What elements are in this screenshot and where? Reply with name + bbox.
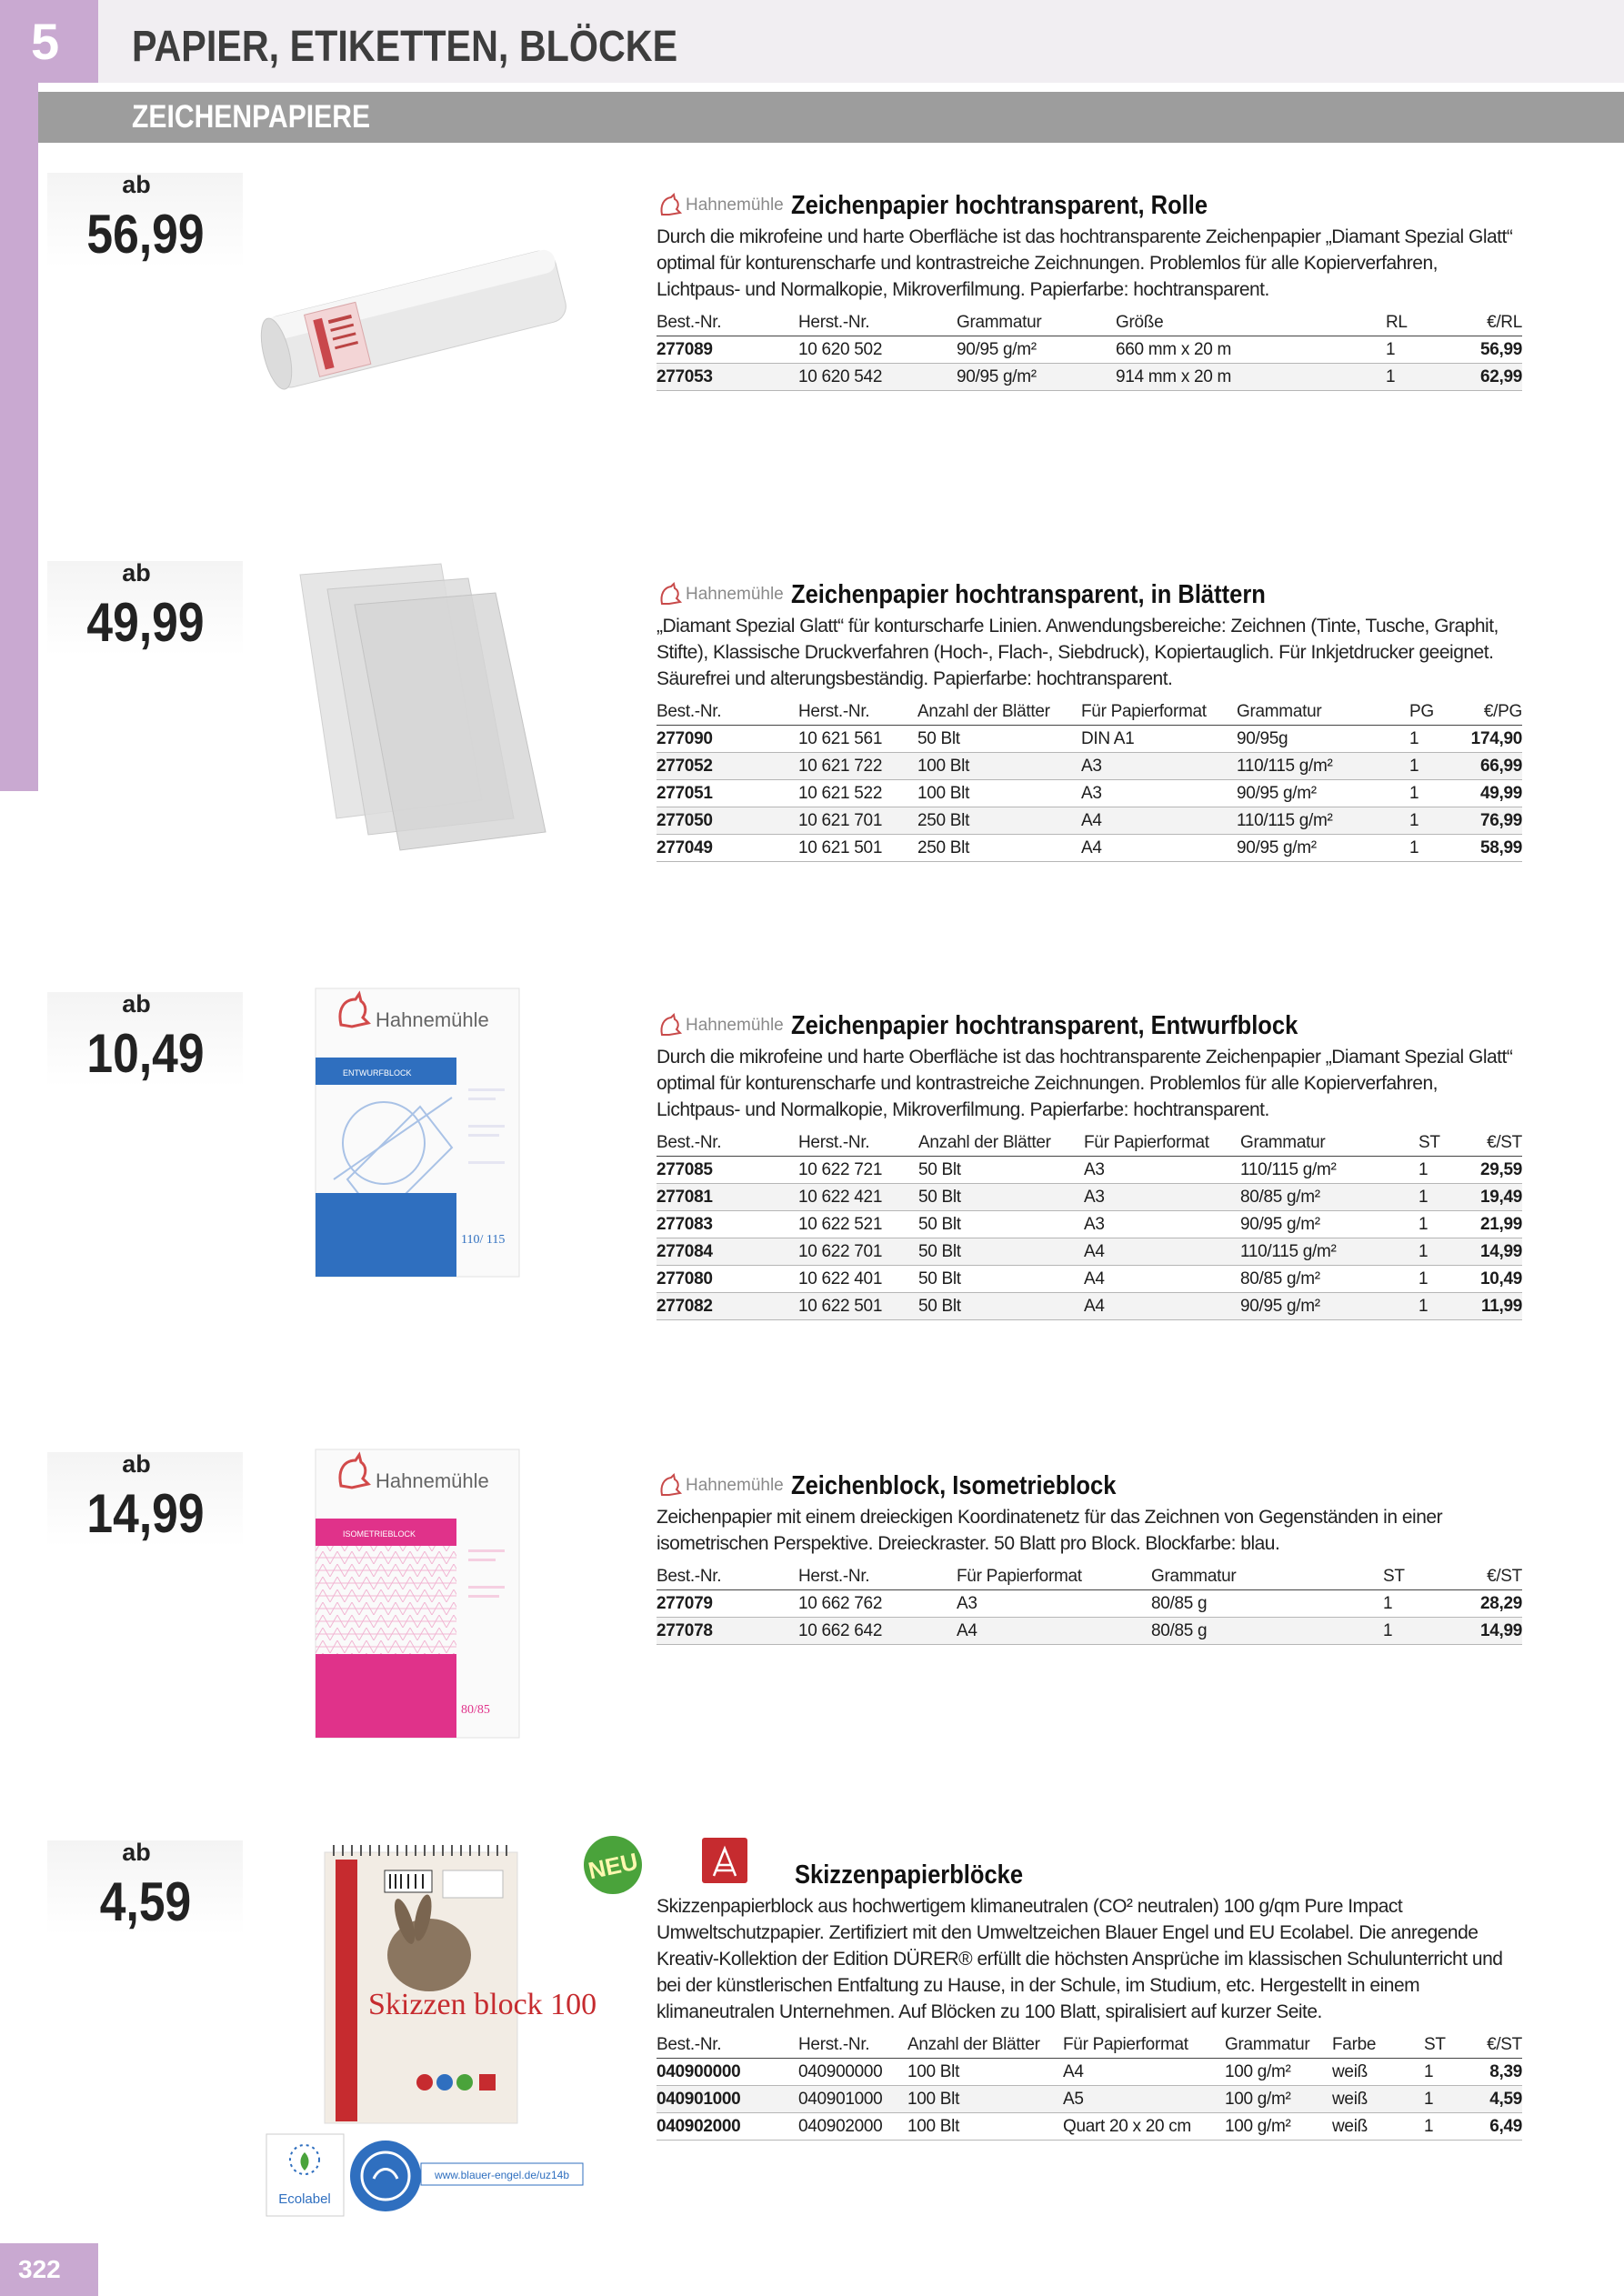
page-number: 322 [0, 2243, 98, 2296]
product-title: Zeichenblock, Isometrieblock [790, 1470, 1117, 1500]
ecolabel-logo [266, 2134, 344, 2216]
rooster-icon [657, 1013, 682, 1038]
product-isometrieblock [657, 1469, 1522, 1645]
cover-brand: Hahnemühle [376, 1469, 489, 1492]
paper-roll-image [255, 255, 582, 373]
table-row: 277049 10 621 501 250 Blt A4 90/95 g/m² 1 58,99 [657, 835, 1522, 862]
price-prefix: ab [122, 1839, 151, 1866]
table-row: 277080 10 622 401 50 Blt A4 80/85 g/m² 1 10,49 [657, 1266, 1522, 1293]
transparent-sheets-image [282, 555, 555, 855]
product-title: Zeichenpapier hochtransparent, Rolle [790, 190, 1208, 220]
cover-weight: 80/85 [461, 1703, 490, 1717]
isometrieblock-cover-image [316, 1449, 519, 1738]
price: 14,99 [86, 1483, 205, 1544]
product-title: Zeichenpapier hochtransparent, Entwurfblock [790, 1010, 1298, 1040]
table-header: Best.-Nr. Herst.-Nr. Für Papierformat Grammatur ST €/ST [657, 1564, 1522, 1590]
product-table [657, 699, 1522, 862]
product-description: Durch die mikrofeine und harte Oberfläche ist das hochtransparente Zeichenpapier „Diamant Spezial Glatt“ optimal für konturenscharfe und kontrastreiche Zeichnungen. Problemlos für alle Kopierverfahren, Lichtpaus- und Normalkopie, Mikroverfilmung. Papierfarbe: hochtransparent. [657, 1047, 1513, 1120]
skizzenblock-cover-image [325, 1841, 597, 2123]
cover-brand: Hahnemühle [376, 1008, 489, 1031]
price-prefix: ab [122, 171, 151, 198]
product-title: Skizzenpapierblöcke [795, 1860, 1024, 1890]
product-table [657, 1564, 1522, 1645]
product-rolle [657, 189, 1522, 391]
table-row: 277052 10 621 722 100 Blt A3 110/115 g/m² 1 66,99 [657, 753, 1522, 780]
section-number: 5 [0, 0, 98, 83]
table-row: 277082 10 622 501 50 Blt A4 90/95 g/m² 1 11,99 [657, 1293, 1522, 1320]
price-prefix: ab [122, 559, 151, 587]
price-prefix: ab [122, 990, 151, 1018]
hahnemuehle-logo [657, 1013, 784, 1038]
table-row: 277084 10 622 701 50 Blt A4 110/115 g/m² 1 14,99 [657, 1238, 1522, 1266]
table-row: 277083 10 622 521 50 Blt A3 90/95 g/m² 1 21,99 [657, 1211, 1522, 1238]
blauer-engel-url-badge [420, 2162, 584, 2186]
price-prefix: ab [122, 1450, 151, 1478]
table-row: 277085 10 622 721 50 Blt A3 110/115 g/m² 1 29,59 [657, 1157, 1522, 1184]
neu-badge [582, 1832, 644, 1898]
cover-weight: 110/ 115 [461, 1233, 506, 1247]
table-header: Best.-Nr. Herst.-Nr. Anzahl der Blätter Für Papierformat Grammatur Farbe ST €/ST [657, 2032, 1522, 2059]
side-bar [0, 0, 38, 791]
product-blaetter [657, 578, 1522, 862]
entwurfblock-cover-image [316, 988, 519, 1277]
product-skizzenpapierbloecke [657, 1859, 1522, 2141]
product-table [657, 2032, 1522, 2141]
ecolabel-text: Ecolabel [278, 2191, 331, 2207]
product-entwurfblock [657, 1009, 1522, 1320]
table-row: 040901000 040901000 100 Blt A5 100 g/m² weiß 1 4,59 [657, 2086, 1522, 2113]
table-row: 277079 10 662 762 A3 80/85 g 1 28,29 [657, 1590, 1522, 1618]
brand-name: Hahnemühle [686, 196, 784, 215]
table-row: 277053 10 620 542 90/95 g/m² 914 mm x 20 m 1 62,99 [657, 364, 1522, 391]
cover-label: ISOMETRIEBLOCK [343, 1529, 416, 1539]
table-row: 040902000 040902000 100 Blt Quart 20 x 20 cm 100 g/m² weiß 1 6,49 [657, 2113, 1522, 2141]
table-row: 277081 10 622 421 50 Blt A3 80/85 g/m² 1 19,49 [657, 1184, 1522, 1211]
table-row: 277078 10 662 642 A4 80/85 g 1 14,99 [657, 1618, 1522, 1645]
cover-label: ENTWURFBLOCK [343, 1068, 412, 1078]
rooster-icon [657, 582, 682, 607]
hahnemuehle-logo [657, 193, 784, 218]
brand-name: Hahnemühle [686, 585, 784, 604]
product-description: Durch die mikrofeine und harte Oberfläche ist das hochtransparente Zeichenpapier „Diamant Spezial Glatt“ optimal für konturenscharfe und kontrastreiche Zeichnungen. Problemlos für alle Kopierverfahren, Lichtpaus- und Normalkopie, Mikroverfilmung. Papierfarbe: hochtransparent. [657, 226, 1513, 300]
table-row: 277051 10 621 522 100 Blt A3 90/95 g/m² 1 49,99 [657, 780, 1522, 807]
hahnemuehle-logo [657, 582, 784, 607]
product-table [657, 1130, 1522, 1320]
hahnemuehle-logo [657, 1473, 784, 1499]
subtitle: ZEICHENPAPIERE [132, 99, 371, 135]
price: 49,99 [86, 592, 205, 653]
cover-title: Skizzen block 100 [368, 1988, 597, 2021]
table-row: 277090 10 621 561 50 Blt DIN A1 90/95g 1 174,90 [657, 726, 1522, 753]
badge-label: NEU [586, 1847, 641, 1885]
table-row: 277050 10 621 701 250 Blt A4 110/115 g/m² 1 76,99 [657, 807, 1522, 835]
price: 56,99 [86, 204, 205, 265]
chapter-title: PAPIER, ETIKETTEN, BLÖCKE [132, 23, 678, 71]
table-header: Best.-Nr. Herst.-Nr. Anzahl der Blätter Für Papierformat Grammatur PG €/PG [657, 699, 1522, 726]
product-table [657, 310, 1522, 391]
brand-name: Hahnemühle [686, 1016, 784, 1035]
brand-name: Hahnemühle [686, 1476, 784, 1495]
table-row: 040900000 040900000 100 Blt A4 100 g/m² weiß 1 8,39 [657, 2059, 1522, 2086]
table-header: Best.-Nr. Herst.-Nr. Grammatur Größe RL €/RL [657, 310, 1522, 336]
table-header: Best.-Nr. Herst.-Nr. Anzahl der Blätter Für Papierformat Grammatur ST €/ST [657, 1130, 1522, 1157]
product-description: Skizzenpapierblock aus hochwertigem klimaneutralen (CO² neutralen) 100 g/qm Pure Impact Umweltschutzpapier. Zertifiziert mit den Umweltzeichen Blauer Engel und EU Ecolabel. Die anregende Kreativ-Kollektion der Edition DÜRER® erfüllt die höchsten Ansprüche im klassischen Schulunterricht und bei der künstlerischen Entfaltung zu Hause, in der Schule, im Studium, etc. Hergestellt in einem klimaneutralen Unternehmen. Auf Blöcken zu 100 Blatt, spiralisiert auf kurzer Seite. [657, 1896, 1503, 2022]
table-row: 277089 10 620 502 90/95 g/m² 660 mm x 20 m 1 56,99 [657, 336, 1522, 364]
product-description: „Diamant Spezial Glatt“ für konturscharfe Linien. Anwendungsbereiche: Zeichnen (Tinte, Tusche, Graphit, Stifte), Klassische Druckverfahren (Hoch-, Flach-, Siebdruck), Kopiertauglich. Für Inkjetdrucker geeignet. Säurefrei und alterungsbeständig. Papierfarbe: hochtransparent. [657, 616, 1499, 689]
url-text: www.blauer-engel.de/uz14b [434, 2169, 570, 2181]
product-description: Zeichenpapier mit einem dreieckigen Koordinatenetz für das Zeichnen von Gegenständen in einer isometrischen Perspektive. Dreieckraster. 50 Blatt pro Block. Blockfarbe: blau. [657, 1507, 1443, 1554]
rooster-icon [657, 1473, 682, 1499]
rooster-icon [657, 193, 682, 218]
blauer-engel-logo [348, 2139, 423, 2213]
product-title: Zeichenpapier hochtransparent, in Blättern [790, 579, 1266, 609]
price: 4,59 [99, 1871, 192, 1932]
price: 10,49 [86, 1023, 205, 1084]
